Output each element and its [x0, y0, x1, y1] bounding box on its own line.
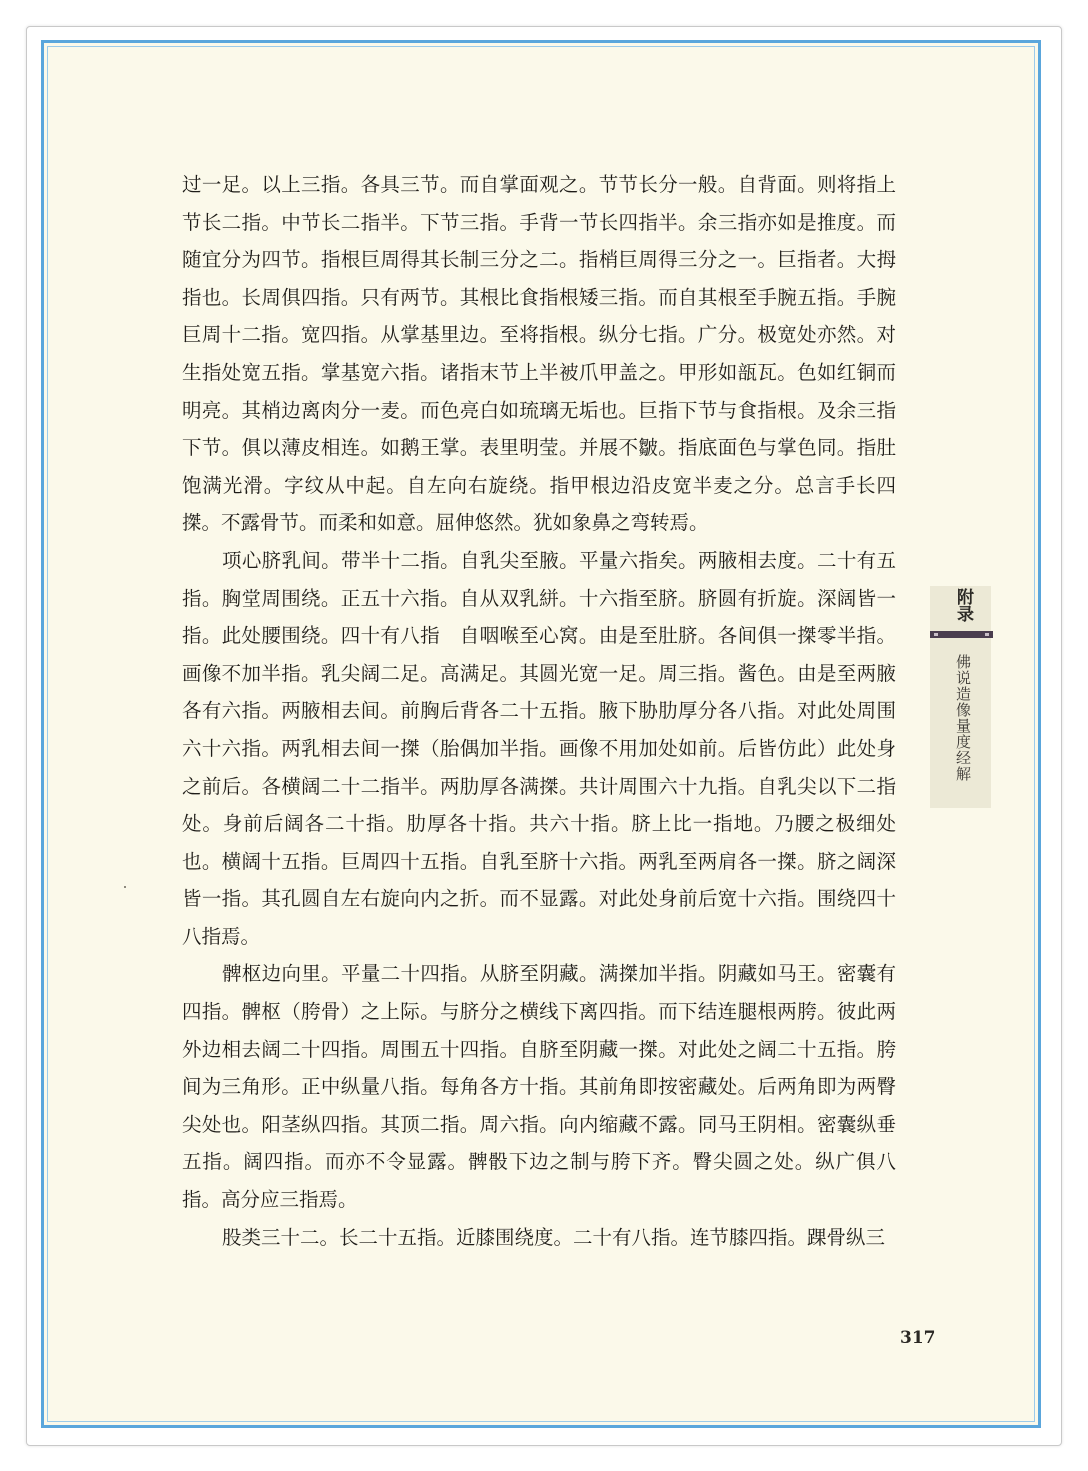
- page-number: 317: [900, 1328, 936, 1348]
- side-tab-title: 附录: [953, 588, 973, 622]
- print-speck: [124, 886, 126, 888]
- paragraph-2: 项心脐乳间。带半十二指。自乳尖至腋。平量六指矣。两腋相去度。二十有五指。胸堂周围绕。正五十六指。自从双乳絣。十六指至脐。脐圆有折旋。深阔皆一指。此处腰围绕。四十有八指 自咽喉至心窝。由是至肚脐。各间俱一搩零半指。画像不加半指。乳尖阔二足。高满足。其圆光宽一足。周三指。酱色。由是至两腋各有六指。两腋相去间。前胸后背各二十五指。腋下胁肋厚分各八指。对此处周围六十六指。两乳相去间一搩（胎偶加半指。画像不用加处如前。后皆仿此）此处身之前后。各横阔二十二指半。两肋厚各满搩。共计周围六十九指。自乳尖以下二指处。身前后阔各二十指。肋厚各十指。共六十指。脐上比一指地。乃腰之极细处也。横阔十五指。巨周四十五指。自乳至脐十六指。两乳至两肩各一搩。脐之阔深皆一指。其孔圆自左右旋向内之折。而不显露。对此处身前后宽十六指。围绕四十八指焉。: [182, 548, 896, 948]
- page-body-text: [182, 166, 896, 1256]
- paragraph-1: 过一足。以上三指。各具三节。而自掌面观之。节节长分一般。自背面。则将指上节长二指。中节长二指半。下节三指。手背一节长四指半。余三指亦如是推度。而随宜分为四节。指根巨周得其长制三分之二。指梢巨周得三分之一。巨指者。大拇指也。长周俱四指。只有两节。其根比食指根矮三指。而自其根至手腕五指。手腕巨周十二指。宽四指。从掌基里边。至将指根。纵分七指。广分。极宽处亦然。对生指处宽五指。掌基宽六指。诸指末节上半被爪甲盖之。甲形如瓿瓦。色如红铜而明亮。其梢边离肉分一麦。而色亮白如琉璃无垢也。巨指下节与食指根。及余三指下节。俱以薄皮相连。如鹅王掌。表里明莹。并展不皺。指底面色与掌色同。指肚饱满光滑。字纹从中起。自左向右旋绕。指甲根边沿皮宽半麦之分。总言手长四搩。不露骨节。而柔和如意。屈伸悠然。犹如象鼻之弯转焉。: [182, 173, 896, 535]
- paragraph-3: 髀枢边向里。平量二十四指。从脐至阴藏。满搩加半指。阴藏如马王。密囊有四指。髀枢（胯骨）之上际。与脐分之横线下离四指。而下结连腿根两胯。彼此两外边相去阔二十四指。周围五十四指。自脐至阴藏一搩。对此处之阔二十五指。胯间为三角形。正中纵量八指。每角各方十指。其前角即按密藏处。后两角即为两臀尖处也。阳茎纵四指。其顶二指。周六指。向内缩藏不露。同马王阴相。密囊纵垂五指。阔四指。而亦不令显露。髀骰下边之制与胯下齐。臀尖圆之处。纵广俱八指。高分应三指焉。: [182, 962, 896, 1212]
- side-tab-divider: [930, 631, 993, 638]
- paragraph-4: 股类三十二。长二十五指。近膝围绕度。二十有八指。连节膝四指。踝骨纵三: [222, 1225, 886, 1249]
- side-tab-subtitle: 佛说造像量度经解: [954, 654, 972, 782]
